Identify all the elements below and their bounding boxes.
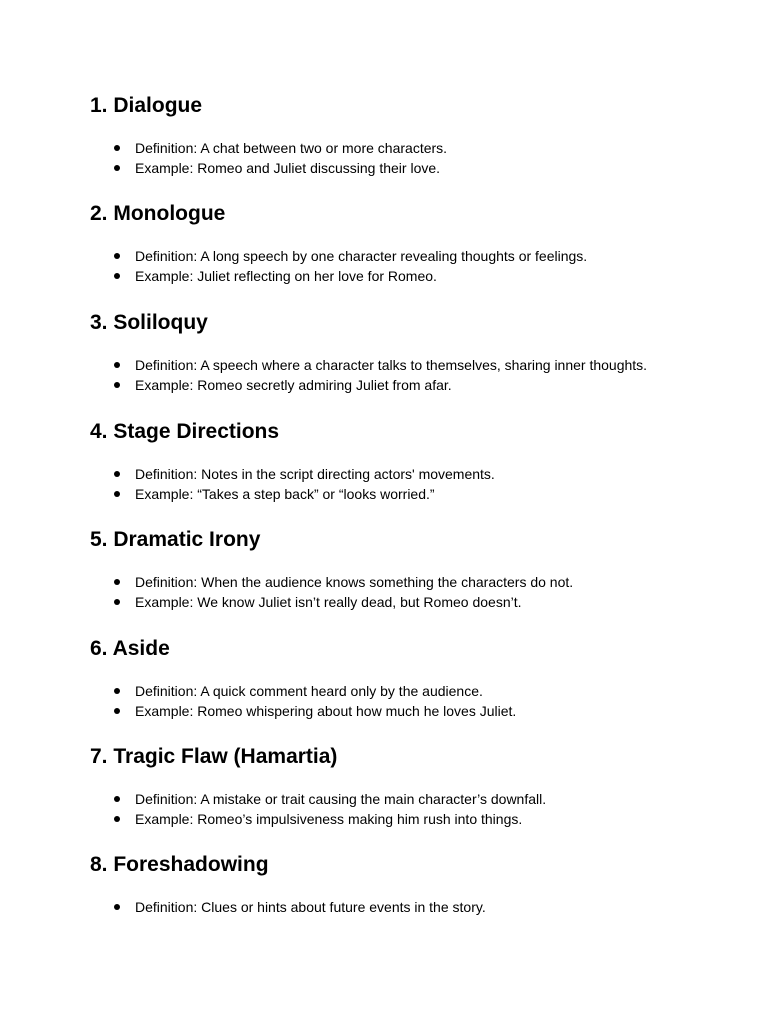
list-item (90, 789, 546, 809)
bullet-list (90, 681, 516, 721)
bullet-list (90, 138, 447, 178)
list-item-text: Example: “Takes a step back” or “looks worried.” (135, 486, 435, 502)
list-item (90, 464, 495, 484)
list-item-text: Definition: A speech where a character talks to themselves, sharing inner thoughts. (135, 357, 648, 373)
section-heading: 1. Dialogue (90, 94, 203, 117)
list-item-text: Definition: A quick comment heard only by the audience. (135, 683, 483, 699)
section-tragic-flaw (90, 745, 730, 827)
list-item (90, 592, 573, 612)
section-dramatic-irony (90, 528, 730, 610)
bullet-list (90, 246, 587, 286)
list-item (90, 158, 447, 178)
bullet-icon (114, 382, 120, 388)
list-item (90, 355, 647, 375)
list-item-text: Definition: Notes in the script directing actors' movements. (135, 466, 495, 482)
list-item-text: Example: Romeo whispering about how much he loves Juliet. (135, 703, 517, 719)
bullet-list (90, 897, 486, 917)
bullet-list (90, 355, 647, 395)
list-item-text: Definition: A mistake or trait causing the main character’s downfall. (135, 791, 547, 807)
section-heading: 3. Soliloquy (90, 311, 208, 334)
section-heading: 2. Monologue (90, 202, 226, 225)
bullet-icon (114, 165, 120, 171)
list-item-text: Definition: A long speech by one character revealing thoughts or feelings. (135, 248, 588, 264)
section-heading: 5. Dramatic Irony (90, 528, 261, 551)
list-item-text: Example: We know Juliet isn’t really dead, but Romeo doesn’t. (135, 594, 522, 610)
bullet-list (90, 464, 495, 504)
bullet-icon (114, 816, 120, 822)
list-item-text: Definition: Clues or hints about future events in the story. (135, 899, 486, 915)
bullet-icon (114, 491, 120, 497)
section-monologue (90, 202, 730, 284)
bullet-icon (114, 273, 120, 279)
list-item (90, 266, 587, 286)
bullet-icon (114, 904, 120, 910)
bullet-icon (114, 471, 120, 477)
list-item (90, 809, 546, 829)
list-item-text: Example: Juliet reflecting on her love for Romeo. (135, 268, 437, 284)
bullet-icon (114, 579, 120, 585)
section-foreshadowing (90, 853, 730, 915)
list-item-text: Definition: A chat between two or more characters. (135, 140, 448, 156)
bullet-icon (114, 708, 120, 714)
section-aside (90, 637, 730, 719)
section-heading: 4. Stage Directions (90, 420, 280, 443)
section-heading: 8. Foreshadowing (90, 853, 269, 876)
list-item-text: Example: Romeo secretly admiring Juliet from afar. (135, 377, 452, 393)
bullet-icon (114, 145, 120, 151)
list-item-text: Definition: When the audience knows something the characters do not. (135, 574, 574, 590)
list-item (90, 246, 587, 266)
bullet-icon (114, 688, 120, 694)
bullet-icon (114, 796, 120, 802)
list-item-text: Example: Romeo and Juliet discussing their love. (135, 160, 441, 176)
list-item (90, 572, 573, 592)
bullet-icon (114, 599, 120, 605)
list-item (90, 375, 647, 395)
section-dialogue (90, 94, 730, 176)
bullet-icon (114, 362, 120, 368)
section-soliloquy (90, 311, 730, 393)
list-item (90, 484, 495, 504)
section-heading: 6. Aside (90, 637, 170, 660)
list-item-text: Example: Romeo’s impulsiveness making him rush into things. (135, 811, 523, 827)
bullet-icon (114, 253, 120, 259)
list-item (90, 701, 516, 721)
list-item (90, 681, 516, 701)
section-stage-directions (90, 420, 730, 502)
list-item (90, 138, 447, 158)
list-item (90, 897, 486, 917)
bullet-list (90, 572, 573, 612)
section-heading: 7. Tragic Flaw (Hamartia) (90, 745, 338, 768)
bullet-list (90, 789, 546, 829)
